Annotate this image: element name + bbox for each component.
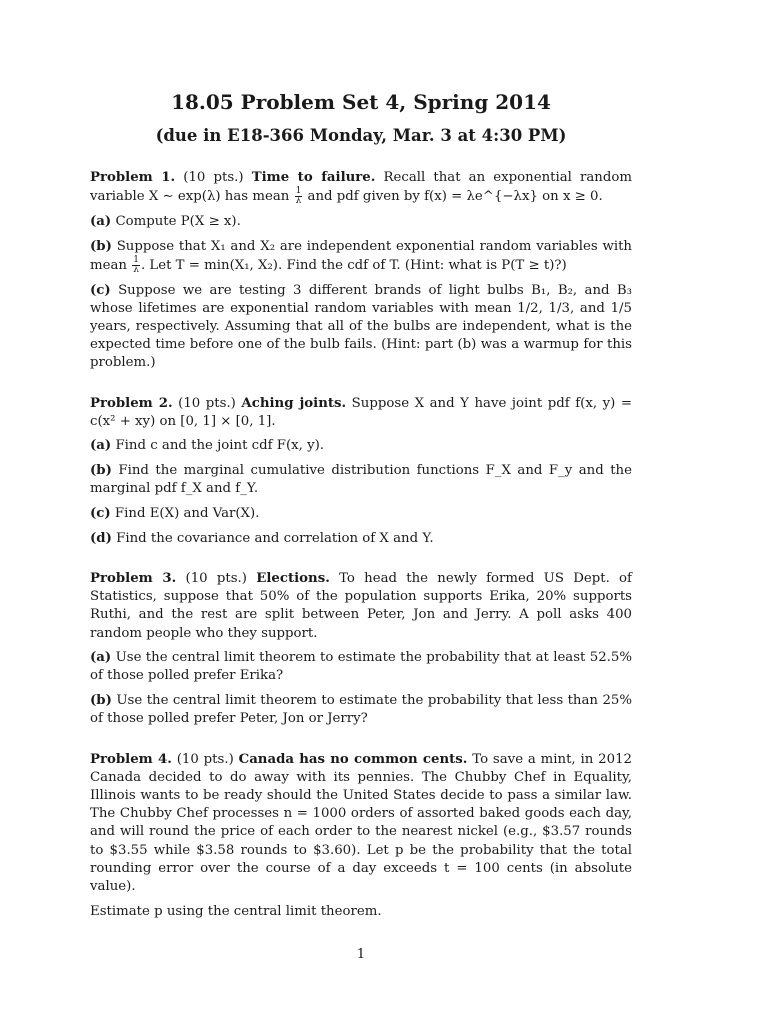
problem-name: Canada has no common cents. <box>238 751 468 767</box>
problem-1-intro <box>90 169 632 206</box>
part-label: (a) <box>90 438 112 454</box>
part-label: (c) <box>90 506 111 522</box>
document-title: 18.05 Problem Set 4, Spring 2014 <box>171 90 551 114</box>
part-text: Find the covariance and correlation of X and Y. <box>116 530 434 546</box>
fraction <box>295 187 303 206</box>
problem-name: Aching joints. <box>241 395 347 411</box>
problem-intro: To head the newly formed US Dept. of Statistics, suppose that 50% of the population supports Erika, 20% supports Ruthi, and the rest are split between Peter, Jon and Jerry. A poll asks 400 random people who they support. <box>90 570 632 641</box>
problem-intro: Suppose X and Y have joint pdf f(x, y) = c(x² + xy) on [0, 1] × [0, 1]. <box>90 395 632 429</box>
part-text: Find c and the joint cdf F(x, y). <box>115 438 325 454</box>
problem-label: Problem 2. <box>90 395 173 411</box>
problem-1 <box>90 169 632 373</box>
part-text: Suppose we are testing 3 different brands of light bulbs B₁, B₂, and B₃ whose lifetimes are exponential random variables with mean 1/2, 1/3, and 1/5 years, respectively. Assuming that all of the bulbs are independent, what is the expected time before one of the bulb fails. (Hint: part (b) was a warmup for this problem.) <box>90 282 632 371</box>
problem-intro-a: Recall that an exponential random variable X ∼ exp(λ) has mean <box>90 170 633 205</box>
page-number: 1 <box>356 947 366 962</box>
part-label: (b) <box>90 463 112 479</box>
part-text-a: Suppose that X₁ and X₂ are independent exponential random variables with mean <box>90 238 632 273</box>
problem-name: Time to failure. <box>251 170 376 185</box>
fraction-numerator: 1 <box>295 186 302 197</box>
problem-3 <box>90 570 632 729</box>
problem-points: (10 pts.) <box>183 170 244 185</box>
part-label: (a) <box>90 650 112 666</box>
problem-label: Problem 1. <box>90 170 176 185</box>
problem-4 <box>90 751 632 921</box>
problem-intro-b: and pdf given by f(x) = λe^{−λx} on x ≥ 0. <box>307 189 603 205</box>
problem-4-intro <box>90 751 632 897</box>
part-label: (b) <box>90 693 112 709</box>
part-label: (c) <box>90 282 111 298</box>
problem-3-part-a <box>90 649 632 685</box>
problem-3-part-b <box>90 692 632 728</box>
problem-label: Problem 4. <box>90 751 172 767</box>
part-text-b: . Let T = min(X₁, X₂). Find the cdf of T. (Hint: what is P(T ≥ t)?) <box>140 257 567 273</box>
part-text: Find E(X) and Var(X). <box>114 506 260 522</box>
part-label: (a) <box>90 213 112 229</box>
problem-4-closing: Estimate p using the central limit theorem. <box>90 903 382 919</box>
part-text: Use the central limit theorem to estimate the probability that less than 25% of those polled prefer Peter, Jon or Jerry? <box>90 693 632 727</box>
problem-label: Problem 3. <box>90 570 177 586</box>
problem-2-intro <box>90 395 632 431</box>
problem-2-part-d <box>90 530 632 548</box>
problem-2-part-a <box>90 437 632 455</box>
problem-1-part-c <box>90 282 632 373</box>
problem-3-intro <box>90 570 632 643</box>
problem-intro: To save a mint, in 2012 Canada decided to do away with its pennies. The Chubby Chef in Equality, Illinois wants to be ready should the United States decide to pass a similar law. The Chubby Chef processes n = 1000 orders of assorted baked goods each day, and will round the price of each order to the nearest nickel (e.g., $3.57 rounds to $3.55 while $3.58 rounds to $3.60). Let p be the probability that the total rounding error over the course of a day exceeds t = 100 cents (in absolute value). <box>90 751 632 894</box>
problem-1-part-a <box>90 213 632 231</box>
part-label: (d) <box>90 530 112 546</box>
fraction-denominator: λ <box>133 264 139 275</box>
document-subtitle: (due in E18-366 Monday, Mar. 3 at 4:30 PM) <box>155 126 567 145</box>
problem-points: (10 pts.) <box>185 570 247 586</box>
part-label: (b) <box>90 238 112 254</box>
problem-2 <box>90 395 632 548</box>
document-body <box>90 169 632 943</box>
fraction-denominator: λ <box>295 196 302 207</box>
fraction <box>132 256 140 275</box>
problem-2-part-b <box>90 462 632 498</box>
problem-1-part-b <box>90 238 632 275</box>
problem-points: (10 pts.) <box>178 395 236 411</box>
problem-points: (10 pts.) <box>176 751 234 767</box>
part-text: Use the central limit theorem to estimate the probability that at least 52.5% of those polled prefer Erika? <box>90 650 632 684</box>
part-text: Compute P(X ≥ x). <box>115 213 241 229</box>
problem-name: Elections. <box>256 570 330 586</box>
problem-2-part-c <box>90 505 632 523</box>
part-text: Find the marginal cumulative distribution functions F_X and F_y and the marginal pdf f_X and f_Y. <box>90 463 632 497</box>
fraction-numerator: 1 <box>133 254 139 265</box>
